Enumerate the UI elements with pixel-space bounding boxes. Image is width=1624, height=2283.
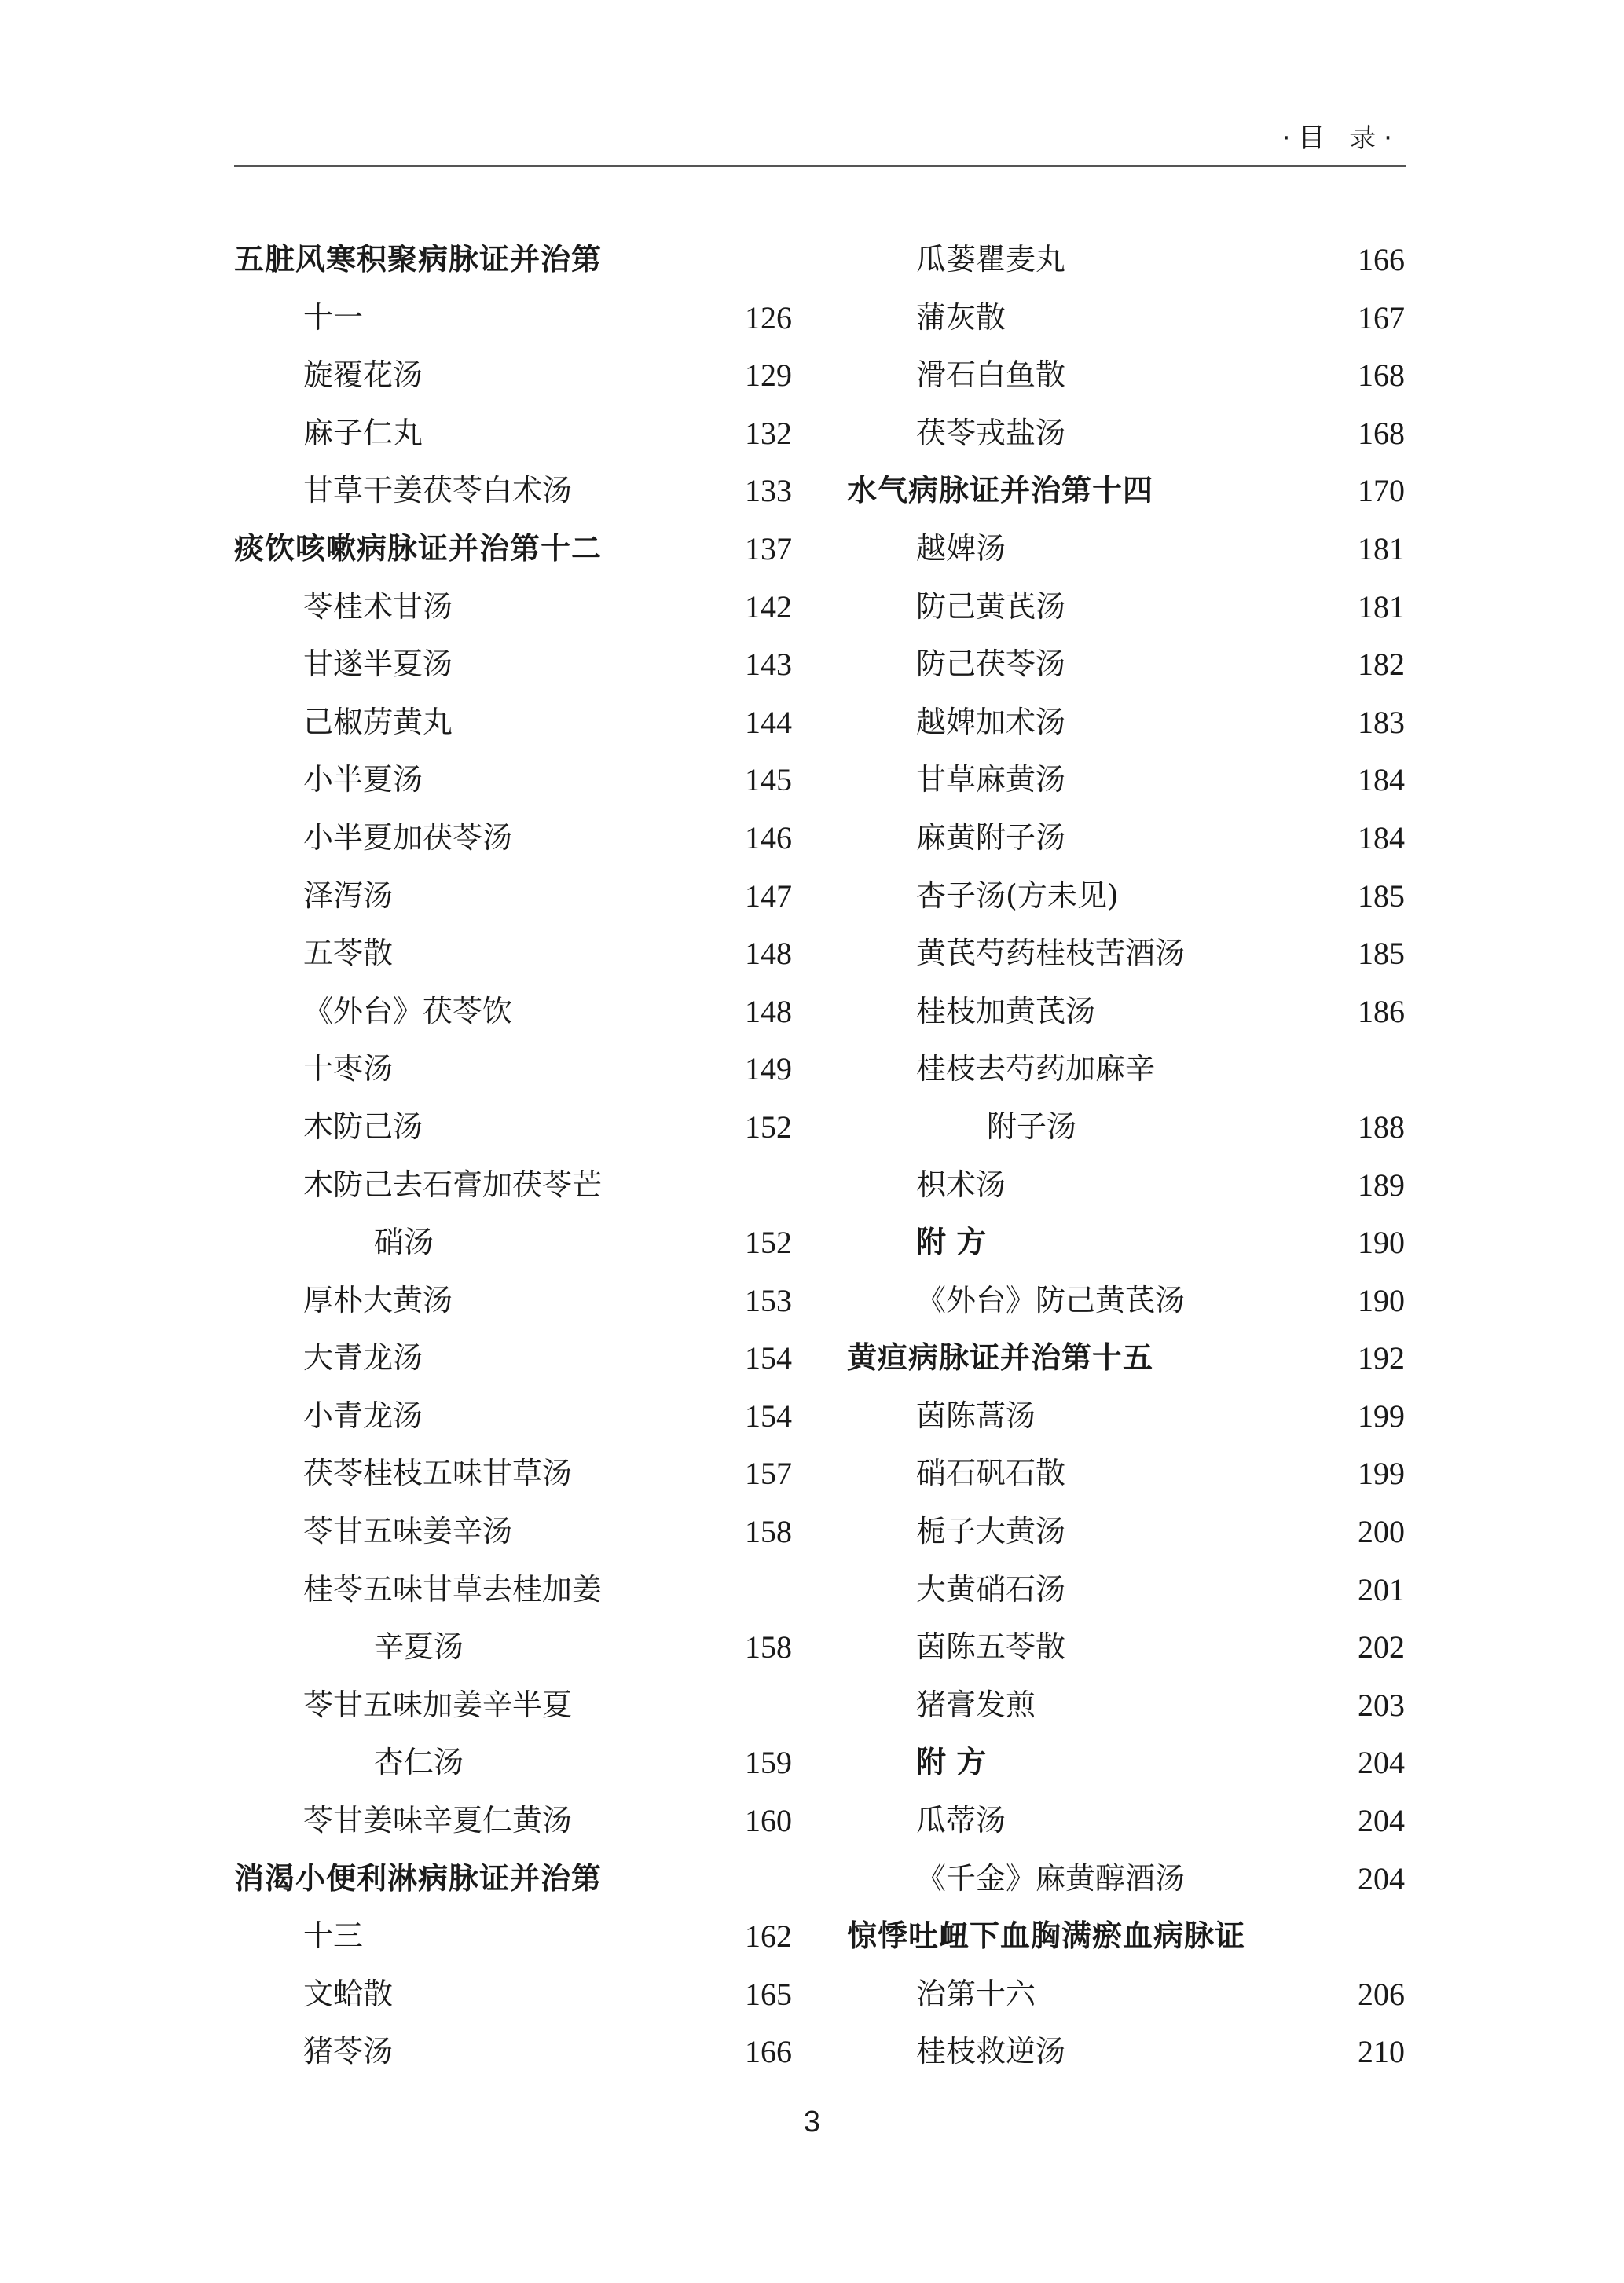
toc-entry[interactable] <box>847 2023 1405 2081</box>
toc-entry-title: 茯苓桂枝五味甘草汤 <box>303 1456 573 1491</box>
toc-chapter-heading[interactable] <box>234 520 792 578</box>
leader-dots <box>530 983 728 1041</box>
leader-dots <box>470 694 728 752</box>
toc-page-number: 158 <box>745 1629 792 1666</box>
toc-entry-title: 《外台》茯苓饮 <box>303 993 513 1028</box>
toc-entry-title: 五脏风寒积聚病脉证并治第 <box>234 242 603 277</box>
toc-entry-title: 杏仁汤 <box>374 1745 464 1780</box>
toc-page-number: 132 <box>745 415 792 451</box>
leader-dots <box>451 1214 728 1272</box>
toc-page-number: 189 <box>1358 1167 1405 1203</box>
toc-entry-title: 枳术汤 <box>916 1167 1006 1202</box>
toc-entry-title: 甘遂半夏汤 <box>303 647 453 682</box>
leader-dots <box>589 1445 728 1503</box>
toc-entry-title: 猪膏发煎 <box>916 1687 1036 1722</box>
leader-dots <box>1094 1098 1340 1156</box>
toc-entry-title: 硝汤 <box>374 1225 434 1260</box>
leader-dots <box>410 867 728 925</box>
toc-entry[interactable] <box>847 1445 1405 1503</box>
toc-entry-title: 茵陈五苓散 <box>916 1629 1066 1665</box>
toc-entry-title: 滑石白鱼散 <box>916 357 1066 393</box>
leader-dots <box>1023 1792 1340 1850</box>
toc-entry[interactable] <box>847 809 1405 867</box>
toc-entry[interactable] <box>234 1734 792 1792</box>
leader-dots <box>1003 1214 1340 1272</box>
toc-entry-title: 黄疸病脉证并治第十五 <box>847 1340 1154 1376</box>
toc-page-number: 199 <box>1358 1456 1405 1492</box>
toc-page-number: 190 <box>1358 1282 1405 1318</box>
toc-page-number: 148 <box>745 936 792 972</box>
toc-page-number: 192 <box>1358 1340 1405 1376</box>
toc-page-number: 182 <box>1358 647 1405 683</box>
toc-page-number: 188 <box>1358 1109 1405 1145</box>
leader-dots <box>440 405 728 463</box>
leader-dots <box>589 462 728 520</box>
toc-page-number: 166 <box>745 2034 792 2070</box>
toc-entry-title: 附子汤 <box>987 1109 1077 1144</box>
toc-entry[interactable] <box>847 1503 1405 1561</box>
toc-entry-title: 十一 <box>303 299 364 335</box>
toc-entry-title: 桂枝加黄芪汤 <box>916 993 1096 1028</box>
toc-chapter-heading-cont[interactable] <box>234 289 792 347</box>
toc-entry-title: 己椒苈黄丸 <box>303 704 453 739</box>
toc-entry-title: 越婢汤 <box>916 530 1006 566</box>
toc-appendix-heading[interactable] <box>847 1214 1405 1272</box>
toc-page-number: 152 <box>745 1225 792 1261</box>
toc-entry-title: 辛夏汤 <box>374 1629 464 1665</box>
leader-dots <box>481 1734 728 1792</box>
leader-dots <box>440 751 728 809</box>
toc-entry-title: 小半夏加茯苓汤 <box>303 819 513 855</box>
toc-entry-title: 防己茯苓汤 <box>916 647 1066 682</box>
toc-entry-title: 苓甘五味姜辛汤 <box>303 1514 513 1549</box>
toc-entry[interactable] <box>234 1040 792 1098</box>
toc-entry[interactable] <box>234 1618 792 1677</box>
toc-entry[interactable] <box>847 405 1405 463</box>
leader-dots <box>1053 1387 1340 1446</box>
toc-entry-title: 苓甘姜味辛夏仁黄汤 <box>303 1803 573 1838</box>
toc-entry[interactable] <box>234 578 792 636</box>
leader-dots <box>410 2023 728 2081</box>
toc-entry-title: 麻子仁丸 <box>303 415 423 450</box>
toc-page-number: 153 <box>745 1282 792 1318</box>
page-number: 3 <box>803 2105 821 2138</box>
toc-entry[interactable] <box>234 751 792 809</box>
leader-dots <box>1083 1503 1340 1561</box>
toc-page-number: 200 <box>1358 1514 1405 1550</box>
toc-entry-title: 痰饮咳嗽病脉证并治第十二 <box>234 530 603 566</box>
toc-page-number: 146 <box>745 819 792 856</box>
toc-entry-title: 附 方 <box>916 1745 987 1780</box>
leader-dots <box>1053 1966 1340 2024</box>
toc-entry[interactable] <box>234 983 792 1041</box>
toc-entry-title: 防己黄芪汤 <box>916 588 1066 624</box>
leader-dots <box>440 346 728 405</box>
toc-entry[interactable] <box>847 1850 1405 1908</box>
toc-entry[interactable] <box>847 867 1405 925</box>
toc-entry-title: 栀子大黄汤 <box>916 1514 1066 1549</box>
toc-entry[interactable] <box>847 1618 1405 1677</box>
leader-dots <box>530 1503 728 1561</box>
toc-page-number: 204 <box>1358 1860 1405 1896</box>
toc-chapter-heading-cont[interactable] <box>234 1907 792 1966</box>
leader-dots <box>1166 462 1340 520</box>
toc-entry[interactable] <box>234 809 792 867</box>
toc-page-number: 133 <box>745 473 792 509</box>
leader-dots <box>440 1387 728 1446</box>
leader-dots <box>1166 1329 1340 1387</box>
toc-entry[interactable] <box>847 1156 1405 1215</box>
toc-entry-title: 十三 <box>303 1918 364 1954</box>
toc-page-number: 167 <box>1358 299 1405 335</box>
leader-dots <box>1083 1445 1340 1503</box>
leader-dots <box>440 1098 728 1156</box>
toc-entry-title: 甘草干姜茯苓白术汤 <box>303 473 573 508</box>
toc-page-number: 160 <box>745 1803 792 1839</box>
toc-entry[interactable] <box>234 694 792 752</box>
leader-dots <box>1053 1677 1340 1735</box>
toc-chapter-heading[interactable] <box>847 462 1405 520</box>
toc-entry-title: 苓甘五味加姜辛半夏 <box>303 1687 573 1722</box>
leader-dots <box>1083 809 1340 867</box>
toc-entry[interactable] <box>234 925 792 983</box>
toc-entry-title: 旋覆花汤 <box>303 357 423 393</box>
toc-entry[interactable] <box>234 867 792 925</box>
toc-chapter-heading[interactable] <box>234 231 792 289</box>
leader-dots <box>1023 289 1340 347</box>
toc-entry[interactable] <box>234 1214 792 1272</box>
leader-dots <box>380 289 728 347</box>
toc-entry-title: 桂枝去芍药加麻辛 <box>916 1051 1156 1087</box>
toc-entry-title: 惊悸吐衄下血胸满瘀血病脉证 <box>847 1918 1246 1954</box>
leader-dots <box>1083 694 1340 752</box>
toc-page-number: 145 <box>745 762 792 798</box>
toc-entry-title: 猪苓汤 <box>303 2034 394 2069</box>
toc-page-number: 203 <box>1358 1687 1405 1723</box>
toc-page-number: 143 <box>745 647 792 683</box>
toc-right-column <box>847 231 1405 2081</box>
leader-dots <box>1083 2023 1340 2081</box>
toc-entry[interactable] <box>847 751 1405 809</box>
toc-page-number: 157 <box>745 1456 792 1492</box>
toc-page-number: 199 <box>1358 1398 1405 1434</box>
toc-page-number: 206 <box>1358 1976 1405 2012</box>
toc-entry[interactable] <box>234 1098 792 1156</box>
toc-entry-title: 大黄硝石汤 <box>916 1571 1066 1607</box>
leader-dots <box>470 636 728 694</box>
toc-entry-title: 桂枝救逆汤 <box>916 2034 1066 2069</box>
toc-entry[interactable] <box>847 346 1405 405</box>
toc-page-number: 210 <box>1358 2034 1405 2070</box>
toc-page-number: 165 <box>745 1976 792 2012</box>
toc-entry[interactable] <box>234 1503 792 1561</box>
toc-chapter-heading[interactable] <box>847 1907 1405 1966</box>
toc-page-number: 168 <box>1358 415 1405 451</box>
toc-entry[interactable] <box>234 1329 792 1387</box>
toc-page-number: 190 <box>1358 1225 1405 1261</box>
toc-left-column <box>234 231 792 2081</box>
toc-page-number: 152 <box>745 1109 792 1145</box>
leader-dots <box>1083 1618 1340 1677</box>
toc-entry-title: 茯苓戎盐汤 <box>916 415 1066 450</box>
leader-dots <box>410 925 728 983</box>
toc-page-number: 162 <box>745 1918 792 1955</box>
page-header <box>234 110 1406 167</box>
toc-page-number: 158 <box>745 1514 792 1550</box>
toc-page-number: 129 <box>745 357 792 394</box>
toc-page-number: 185 <box>1358 936 1405 972</box>
leader-dots <box>470 578 728 636</box>
toc-entry-title: 治第十六 <box>916 1976 1036 2011</box>
toc-page-number: 184 <box>1358 762 1405 798</box>
toc-entry[interactable] <box>234 405 792 463</box>
toc-entry-title: 蒲灰散 <box>916 299 1006 335</box>
toc-entry[interactable] <box>234 462 792 520</box>
leader-dots <box>1202 925 1340 983</box>
toc-entry-title: 茵陈蒿汤 <box>916 1398 1036 1433</box>
toc-entry-title: 泽泻汤 <box>303 878 394 913</box>
toc-page-number: 154 <box>745 1398 792 1434</box>
leader-dots <box>1113 983 1340 1041</box>
leader-dots <box>1023 1156 1340 1215</box>
toc-entry[interactable] <box>847 1387 1405 1446</box>
leader-dots <box>1083 346 1340 405</box>
toc-page-number: 159 <box>745 1745 792 1781</box>
toc-entry[interactable] <box>847 1677 1405 1735</box>
leader-dots <box>1003 1734 1340 1792</box>
toc-entry-title: 瓜蒂汤 <box>916 1803 1006 1838</box>
leader-dots <box>1202 1850 1340 1908</box>
toc-page-number: 126 <box>745 299 792 335</box>
toc-entry-title: 十枣汤 <box>303 1051 394 1087</box>
toc-entry[interactable] <box>847 1272 1405 1330</box>
toc-entry[interactable] <box>847 983 1405 1041</box>
toc-entry[interactable] <box>847 1792 1405 1850</box>
toc-page-number: 185 <box>1358 878 1405 914</box>
toc-entry-title: 五苓散 <box>303 936 394 971</box>
toc-entry[interactable] <box>847 694 1405 752</box>
toc-appendix-heading[interactable] <box>847 1734 1405 1792</box>
toc-entry[interactable] <box>847 289 1405 347</box>
toc-page-number: 154 <box>745 1340 792 1376</box>
toc-page-number: 149 <box>745 1051 792 1087</box>
toc-chapter-heading[interactable] <box>234 1850 792 1908</box>
toc-page-number: 186 <box>1358 993 1405 1029</box>
toc-entry-title: 文蛤散 <box>303 1976 394 2011</box>
leader-dots <box>1083 578 1340 636</box>
toc-entry[interactable] <box>847 1098 1405 1156</box>
toc-page-number: 204 <box>1358 1803 1405 1839</box>
toc-page-number: 204 <box>1358 1745 1405 1781</box>
leader-dots <box>614 520 728 578</box>
toc-page-number: 181 <box>1358 588 1405 625</box>
toc-entry[interactable] <box>234 1445 792 1503</box>
toc-entry-title: 消渴小便利淋病脉证并治第 <box>234 1860 603 1896</box>
toc-entry[interactable] <box>847 925 1405 983</box>
toc-chapter-heading[interactable] <box>847 1329 1405 1387</box>
toc-entry[interactable] <box>847 578 1405 636</box>
toc-entry[interactable] <box>847 1040 1405 1098</box>
toc-entry[interactable] <box>234 1156 792 1215</box>
leader-dots <box>1136 867 1340 925</box>
toc-entry[interactable] <box>234 636 792 694</box>
toc-page-number: 137 <box>745 530 792 566</box>
leader-dots <box>1083 231 1340 289</box>
toc-page-number: 148 <box>745 993 792 1029</box>
toc-entry-title: 杏子汤(方未见) <box>916 878 1119 913</box>
leader-dots <box>589 1792 728 1850</box>
header-title: ·目 录· <box>1281 123 1400 154</box>
toc-entry[interactable] <box>847 636 1405 694</box>
toc-page-number: 144 <box>745 704 792 740</box>
toc-page-number: 142 <box>745 588 792 625</box>
leader-dots <box>470 1272 728 1330</box>
toc-entry-title: 《外台》防己黄芪汤 <box>916 1282 1186 1317</box>
toc-entry-title: 甘草麻黄汤 <box>916 762 1066 797</box>
toc-page-number: 201 <box>1358 1571 1405 1607</box>
toc-page-number: 166 <box>1358 242 1405 277</box>
leader-dots <box>1202 1272 1340 1330</box>
toc-entry-title: 木防己去石膏加茯苓芒 <box>303 1167 603 1202</box>
leader-dots <box>1083 405 1340 463</box>
toc-page-number: 202 <box>1358 1629 1405 1666</box>
toc-page-number: 181 <box>1358 530 1405 566</box>
toc-entry-title: 黄芪芍药桂枝苦酒汤 <box>916 936 1186 971</box>
toc-entry-title: 水气病脉证并治第十四 <box>847 473 1154 508</box>
toc-entry-title: 附 方 <box>916 1225 987 1260</box>
toc-entry[interactable] <box>234 1966 792 2024</box>
toc-entry-title: 小青龙汤 <box>303 1398 423 1433</box>
leader-dots <box>410 1966 728 2024</box>
toc-entry-title: 越婢加术汤 <box>916 704 1066 739</box>
toc-entry[interactable] <box>234 1792 792 1850</box>
toc-page-number: 147 <box>745 878 792 914</box>
toc-entry[interactable] <box>847 231 1405 289</box>
toc-entry-title: 桂苓五味甘草去桂加姜 <box>303 1571 603 1607</box>
toc-entry-title: 大青龙汤 <box>303 1340 423 1376</box>
toc-entry-title: 瓜蒌瞿麦丸 <box>916 242 1066 277</box>
toc-entry-title: 苓桂术甘汤 <box>303 588 453 624</box>
toc-entry[interactable] <box>234 1387 792 1446</box>
toc-entry[interactable] <box>234 1677 792 1735</box>
toc-page-number: 184 <box>1358 819 1405 856</box>
leader-dots <box>380 1907 728 1966</box>
leader-dots <box>410 1040 728 1098</box>
toc-entry-title: 厚朴大黄汤 <box>303 1282 453 1317</box>
leader-dots <box>1023 520 1340 578</box>
toc-page-number: 170 <box>1358 473 1405 509</box>
toc-entry[interactable] <box>234 1272 792 1330</box>
leader-dots <box>1083 751 1340 809</box>
toc-entry[interactable] <box>847 1561 1405 1619</box>
toc-entry[interactable] <box>234 1561 792 1619</box>
toc-entry-title: 硝石矾石散 <box>916 1456 1066 1491</box>
toc-chapter-heading-cont[interactable] <box>847 1966 1405 2024</box>
leader-dots <box>440 1329 728 1387</box>
toc-entry-title: 木防己汤 <box>303 1109 423 1144</box>
toc-entry[interactable] <box>234 346 792 405</box>
toc-entry[interactable] <box>847 520 1405 578</box>
toc-page-number: 168 <box>1358 357 1405 394</box>
leader-dots <box>1083 1561 1340 1619</box>
toc-entry-title: 《千金》麻黄醇酒汤 <box>916 1860 1186 1896</box>
toc-entry-title: 小半夏汤 <box>303 762 423 797</box>
toc-entry-title: 麻黄附子汤 <box>916 819 1066 855</box>
leader-dots <box>530 809 728 867</box>
leader-dots <box>481 1618 728 1677</box>
toc-page-number: 183 <box>1358 704 1405 740</box>
leader-dots <box>1083 636 1340 694</box>
toc-entry[interactable] <box>234 2023 792 2081</box>
